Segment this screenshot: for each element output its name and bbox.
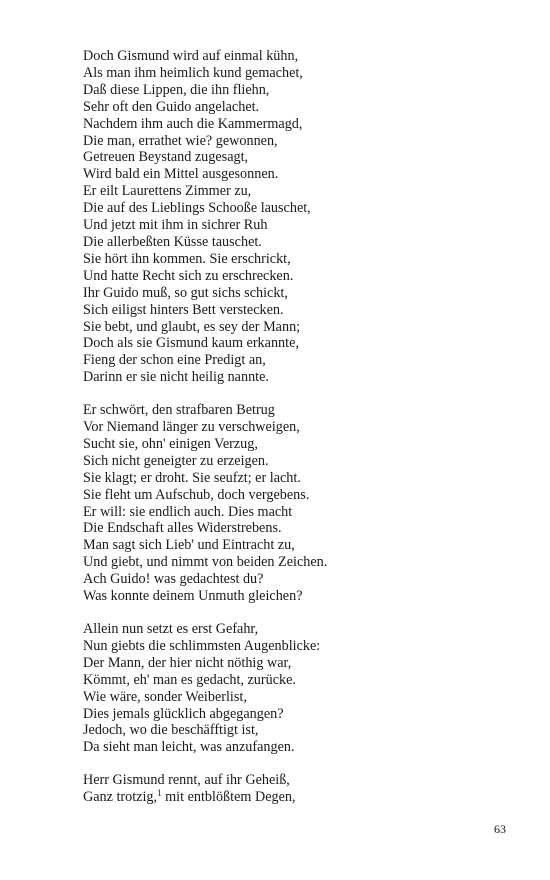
poem-line: Er will: sie endlich auch. Dies macht [83, 503, 293, 520]
poem-line: Wie wäre, sonder Weiberlist, [83, 688, 247, 705]
poem-line: Darinn er sie nicht heilig nannte. [83, 369, 269, 386]
line-text: mit entblößtem Degen, [161, 789, 296, 806]
poem-line: Nachdem ihm auch die Kammermagd, [83, 115, 303, 132]
stanza [83, 772, 503, 806]
poem-line: Sich eiligst hinters Bett verstecken. [83, 301, 284, 318]
stanza [83, 402, 503, 605]
poem-line: Sie bebt, und glaubt, es sey der Mann; [83, 318, 301, 335]
poem-line: Sich nicht geneigter zu erzeigen. [83, 452, 269, 469]
poem-line: Und hatte Recht sich zu erschrecken. [83, 267, 294, 284]
poem-line: Er eilt Laurettens Zimmer zu, [83, 183, 252, 200]
poem-line: Ihr Guido muß, so gut sichs schickt, [83, 284, 288, 301]
poem-line: Die auf des Lieblings Schooße lauschet, [83, 200, 311, 217]
poem-line: Ach Guido! was gedachtest du? [83, 571, 264, 588]
poem-line: Die Endschaft alles Widerstrebens. [83, 520, 282, 537]
poem-line: Doch als sie Gismund kaum erkannte, [83, 335, 299, 352]
poem-line: Allein nun setzt es erst Gefahr, [83, 621, 259, 637]
poem-line-with-footnote [83, 789, 503, 806]
poem-line: Als man ihm heimlich kund gemachet, [83, 64, 303, 81]
poem-line: Und giebt, und nimmt von beiden Zeichen. [83, 554, 328, 571]
poem-line: Man sagt sich Lieb' und Eintracht zu, [83, 537, 295, 554]
page-number: 63 [494, 822, 506, 836]
poem-line: Herr Gismund rennt, auf ihr Geheiß, [83, 772, 290, 789]
poem-line: Und jetzt mit ihm in sichrer Ruh [83, 217, 268, 234]
stanza [83, 48, 503, 386]
poem-line: Doch Gismund wird auf einmal kühn, [83, 48, 299, 64]
poem-line: Die man, errathet wie? gewonnen, [83, 132, 278, 149]
poem-line: Dies jemals glücklich abgegangen? [83, 705, 284, 722]
poem-line: Kömmt, eh' man es gedacht, zurücke. [83, 671, 296, 688]
footnote-mark[interactable]: 1 [157, 788, 162, 799]
poem-line: Daß diese Lippen, die ihn fliehn, [83, 81, 270, 98]
poem-line: Er schwört, den strafbaren Betrug [83, 402, 275, 419]
poem-line: Die allerbeßten Küsse tauschet. [83, 233, 262, 250]
poem-line: Was konnte deinem Unmuth gleichen? [83, 588, 303, 605]
poem-line: Vor Niemand länger zu verschweigen, [83, 419, 300, 436]
poem-line: Nun giebts die schlimmsten Augenblicke: [83, 637, 321, 654]
line-text: Ganz trotzig, [83, 789, 158, 806]
poem-text [83, 48, 503, 822]
stanza [83, 621, 503, 756]
poem-line: Jedoch, wo die beschäfftigt ist, [83, 722, 259, 739]
poem-line: Wird bald ein Mittel ausgesonnen. [83, 166, 279, 183]
poem-line: Sie fleht um Aufschub, doch vergebens. [83, 486, 310, 503]
poem-line: Sucht sie, ohn' einigen Verzug, [83, 435, 258, 452]
poem-line: Fieng der schon eine Predigt an, [83, 352, 266, 369]
poem-line: Sehr oft den Guido angelachet. [83, 98, 260, 115]
poem-line: Getreuen Beystand zugesagt, [83, 149, 249, 166]
poem-line: Da sieht man leicht, was anzufangen. [83, 739, 295, 756]
poem-line: Sie hört ihn kommen. Sie erschrickt, [83, 250, 291, 267]
poem-line: Der Mann, der hier nicht nöthig war, [83, 654, 292, 671]
poem-line: Sie klagt; er droht. Sie seufzt; er lacht. [83, 469, 301, 486]
